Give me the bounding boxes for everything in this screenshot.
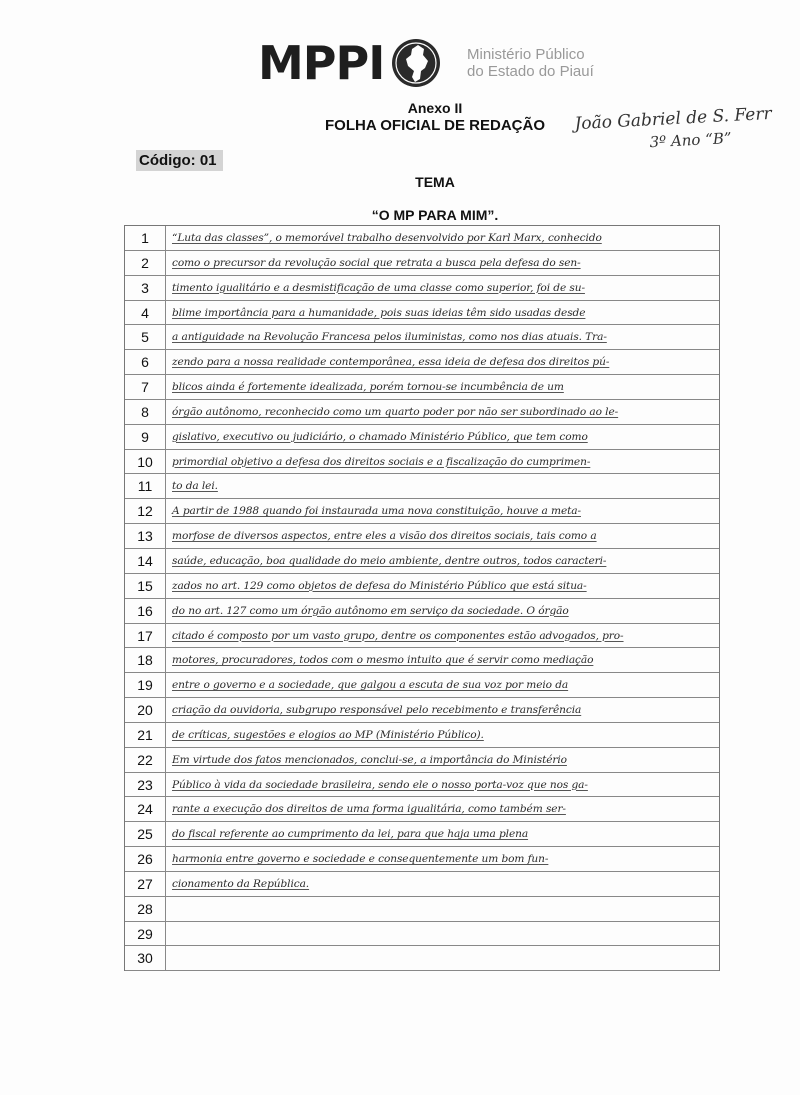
handwritten-line-text: saúde, educação, boa qualidade do meio ambiente, dentre outros, todos caracteri- — [172, 554, 607, 567]
line-number: 27 — [125, 872, 166, 896]
line-row — [125, 400, 719, 425]
handwritten-line-text: Em virtude dos fatos mencionados, conclui-se, a importância do Ministério — [172, 753, 567, 766]
line-row — [125, 946, 719, 971]
handwritten-line-text: cionamento da República. — [172, 877, 310, 890]
line-number: 9 — [125, 425, 166, 449]
line-number: 15 — [125, 574, 166, 598]
handwritten-line-text: zendo para a nossa realidade contemporânea, essa ideia de defesa dos direitos pú- — [172, 356, 610, 369]
handwritten-line-text: gislativo, executivo ou judiciário, o chamado Ministério Público, que tem como — [172, 430, 588, 443]
line-row — [125, 450, 719, 475]
line-row — [125, 797, 719, 822]
line-number: 6 — [125, 350, 166, 374]
line-row — [125, 748, 719, 773]
line-row — [125, 599, 719, 624]
line-number: 24 — [125, 797, 166, 821]
line-row — [125, 350, 719, 375]
handwritten-line-text: blicos ainda é fortemente idealizada, porém tornou-se incumbência de um — [172, 381, 564, 394]
line-number: 29 — [125, 922, 166, 946]
line-number: 4 — [125, 301, 166, 325]
code-label: Código: 01 — [136, 150, 223, 171]
line-number: 1 — [125, 226, 166, 250]
line-row — [125, 723, 719, 748]
logo-wordmark: MPPI — [258, 36, 385, 90]
line-row — [125, 773, 719, 798]
line-row — [125, 226, 719, 251]
line-row — [125, 872, 719, 897]
line-number: 13 — [125, 524, 166, 548]
line-row — [125, 673, 719, 698]
line-number: 5 — [125, 325, 166, 349]
handwritten-line-text: “Luta das classes”, o memorável trabalho desenvolvido por Karl Marx, conhecido — [172, 232, 602, 244]
line-row — [125, 847, 719, 872]
handwritten-line-text: a antiguidade na Revolução Francesa pelos iluministas, como nos dias atuais. Tra- — [172, 331, 607, 344]
line-row — [125, 276, 719, 301]
theme-label: TEMA — [415, 174, 455, 190]
handwritten-line-text: timento igualitário e a desmistificação de uma classe como superior, foi de su- — [172, 281, 585, 294]
line-number: 14 — [125, 549, 166, 573]
map-emblem-icon — [390, 37, 442, 89]
line-number: 18 — [125, 648, 166, 672]
line-row — [125, 698, 719, 723]
line-number: 22 — [125, 748, 166, 772]
line-row — [125, 922, 719, 947]
line-row — [125, 648, 719, 673]
line-number: 25 — [125, 822, 166, 846]
line-number: 26 — [125, 847, 166, 871]
handwritten-line-text: citado é composto por um vasto grupo, dentre os componentes estão advogados, pro- — [172, 629, 624, 642]
line-number: 19 — [125, 673, 166, 697]
line-row — [125, 301, 719, 326]
mppi-logo — [258, 38, 442, 88]
handwritten-line-text: Público à vida da sociedade brasileira, sendo ele o nosso porta-voz que nos ga- — [172, 778, 588, 791]
line-number: 20 — [125, 698, 166, 722]
handwritten-line-text: to da lei. — [172, 480, 218, 493]
line-number: 12 — [125, 499, 166, 523]
logo-subtitle-line-2: do Estado do Piauí — [467, 63, 594, 80]
line-row — [125, 524, 719, 549]
handwritten-line-text: de críticas, sugestões e elogios ao MP (Ministério Público). — [172, 728, 484, 741]
handwritten-line-text: órgão autônomo, reconhecido como um quarto poder por não ser subordinado ao le- — [172, 405, 619, 418]
line-number: 2 — [125, 251, 166, 275]
form-title: FOLHA OFICIAL DE REDAÇÃO — [325, 117, 545, 134]
line-row — [125, 624, 719, 649]
handwritten-line-text — [166, 922, 719, 946]
handwritten-line-text: rante a execução dos direitos de uma forma igualitária, como também ser- — [172, 803, 566, 816]
handwritten-line-text: como o precursor da revolução social que retrata a busca pela defesa do sen- — [172, 256, 581, 269]
writing-lines-table — [124, 225, 720, 971]
line-number: 8 — [125, 400, 166, 424]
handwritten-line-text: do no art. 127 como um órgão autônomo em serviço da sociedade. O órgão — [172, 604, 569, 617]
student-name: João Gabriel de S. Ferr — [574, 103, 773, 135]
line-row — [125, 474, 719, 499]
handwritten-line-text: A partir de 1988 quando foi instaurada uma nova constituição, houve a meta- — [172, 505, 581, 518]
logo-subtitle — [467, 46, 594, 80]
line-number: 10 — [125, 450, 166, 474]
handwritten-line-text: entre o governo e a sociedade, que galgou a escuta de sua voz por meio da — [172, 679, 569, 692]
line-row — [125, 897, 719, 922]
line-number: 23 — [125, 773, 166, 797]
handwritten-line-text: motores, procuradores, todos com o mesmo intuito que é servir como mediação — [172, 654, 594, 667]
line-number: 28 — [125, 897, 166, 921]
line-row — [125, 549, 719, 574]
logo-subtitle-line-1: Ministério Público — [467, 46, 585, 63]
line-number: 7 — [125, 375, 166, 399]
line-number: 30 — [125, 946, 166, 970]
line-number: 11 — [125, 474, 166, 498]
annex-label: Anexo II — [407, 100, 463, 116]
line-row — [125, 425, 719, 450]
line-row — [125, 499, 719, 524]
line-row — [125, 325, 719, 350]
handwritten-line-text: do fiscal referente ao cumprimento da lei, para que haja uma plena — [172, 828, 529, 841]
handwritten-line-text: blime importância para a humanidade, pois suas ideias têm sido usadas desde — [172, 306, 586, 319]
line-row — [125, 251, 719, 276]
theme-title: “O MP PARA MIM”. — [371, 207, 499, 223]
line-number: 16 — [125, 599, 166, 623]
student-handwritten-id — [574, 103, 773, 157]
line-number: 17 — [125, 624, 166, 648]
line-row — [125, 822, 719, 847]
line-row — [125, 375, 719, 400]
handwritten-line-text: primordial objetivo a defesa dos direitos sociais e a fiscalização do cumprimen- — [172, 455, 591, 468]
student-class: 3º Ano “B” — [649, 128, 732, 152]
handwritten-line-text: harmonia entre governo e sociedade e consequentemente um bom fun- — [172, 853, 549, 866]
handwritten-line-text — [166, 946, 719, 970]
line-number: 21 — [125, 723, 166, 747]
line-row — [125, 574, 719, 599]
handwritten-line-text: criação da ouvidoria, subgrupo responsável pelo recebimento e transferência — [172, 704, 582, 717]
handwritten-line-text: morfose de diversos aspectos, entre eles a visão dos direitos sociais, tais como a — [172, 530, 597, 543]
handwritten-line-text: zados no art. 129 como objetos de defesa do Ministério Público que está situa- — [172, 579, 587, 592]
handwritten-line-text — [166, 897, 719, 921]
line-number: 3 — [125, 276, 166, 300]
